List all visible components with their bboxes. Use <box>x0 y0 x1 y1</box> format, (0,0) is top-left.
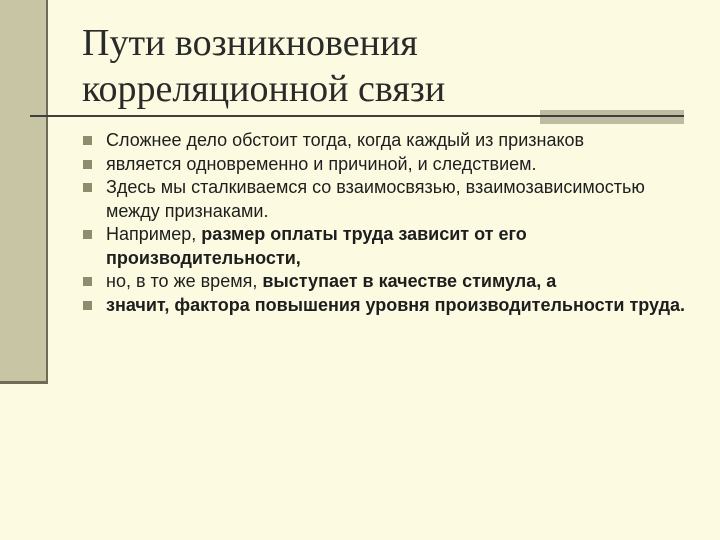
bullet-item <box>82 270 702 294</box>
bullet-text: Здесь мы сталкиваемся со взаимосвязью, взаимозависимостью между признаками. <box>106 177 645 221</box>
left-accent-line <box>46 0 48 383</box>
bullet-text: Сложнее дело обстоит тогда, когда каждый из признаков <box>106 130 585 150</box>
square-bullet-icon <box>83 230 92 239</box>
slide-title-line-2: корреляционной связи <box>82 68 446 110</box>
square-bullet-icon <box>83 160 92 169</box>
bullet-item <box>82 294 702 318</box>
bullet-text: Например, <box>106 224 202 244</box>
bullet-text-bold: значит, фактора повышения уровня производительности труда. <box>106 294 686 315</box>
bullet-text-bold: размер оплаты труда зависит от его производительности, <box>106 224 527 268</box>
bullet-text: является одновременно и причиной, и следствием. <box>106 153 537 174</box>
left-accent-base <box>0 381 48 384</box>
square-bullet-icon <box>83 277 92 286</box>
bullet-text: но, в то же время, <box>106 271 263 291</box>
square-bullet-icon <box>83 183 92 192</box>
title-rule-accent-line <box>540 115 684 117</box>
bullet-item <box>82 129 702 153</box>
square-bullet-icon <box>83 301 92 310</box>
square-bullet-icon <box>83 136 92 145</box>
bullet-item <box>82 153 702 177</box>
title-rule-accent <box>540 110 684 124</box>
bullet-text-bold: выступает в качестве стимула, а <box>262 271 557 291</box>
bullet-list <box>82 129 702 317</box>
slide-title <box>82 20 445 112</box>
left-accent-bar <box>0 0 46 383</box>
bullet-item <box>82 176 702 223</box>
slide-title-line-1: Пути возникновения <box>82 22 418 64</box>
bullet-item <box>82 223 702 270</box>
